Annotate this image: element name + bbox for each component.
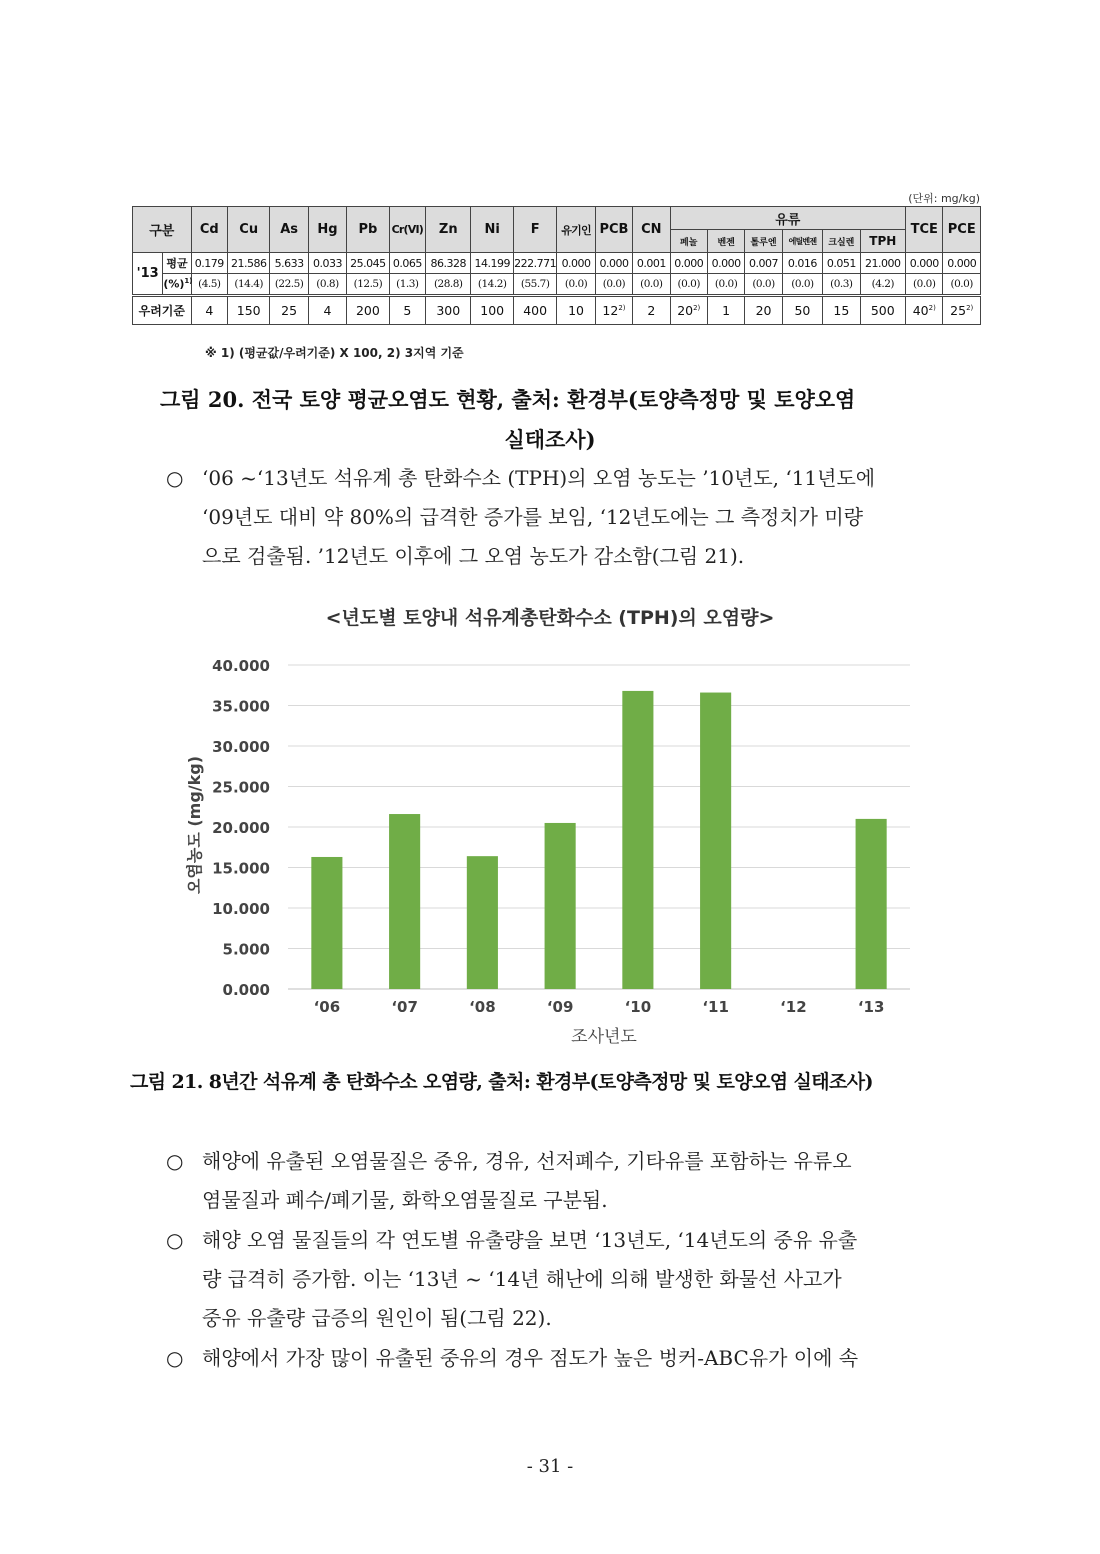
concern-label: 우려기준 (133, 296, 192, 325)
table-cell: (14.2) (471, 274, 513, 296)
table-cell: 0.033 (308, 253, 346, 274)
table-cell: 4 (308, 296, 346, 325)
text-line: 염물질과 폐수/폐기물, 화학오염물질로 구분됨. (202, 1188, 608, 1212)
y-tick-label: 10.000 (212, 900, 270, 918)
chart-y-ticks (212, 657, 270, 999)
bar-2 (467, 856, 498, 989)
col-header: 유기인 (557, 207, 595, 253)
table-cell: 10 (557, 296, 595, 325)
table-cell: (0.0) (557, 274, 595, 296)
table-row (133, 253, 981, 274)
table-cell: 25.045 (347, 253, 389, 274)
table-cell: 21.586 (227, 253, 269, 274)
y-tick-label: 15.000 (212, 859, 270, 878)
col-header: TCE (906, 207, 943, 253)
figure20-caption-line1: 그림 20. 전국 토양 평균오염도 현황, 출처: 환경부(토양측정망 및 토양오염 (160, 387, 856, 412)
y-tick-label: 40.000 (212, 657, 270, 675)
col-header: Zn (426, 207, 471, 253)
y-tick-label: 0.000 (222, 981, 270, 999)
table-cell: (28.8) (426, 274, 471, 296)
col-header: Cu (227, 207, 269, 253)
col-header: As (270, 207, 308, 253)
table-cell: (0.0) (595, 274, 632, 296)
y-tick-label: 5.000 (222, 940, 270, 959)
table-cell: (0.8) (308, 274, 346, 296)
x-tick-label: ‘11 (702, 998, 729, 1016)
chart-title: <년도별 토양내 석유계총탄화수소 (TPH)의 오염량> (325, 607, 775, 629)
table-row (133, 274, 981, 296)
bar-3 (545, 823, 576, 989)
table-cell: (4.2) (860, 274, 906, 296)
table-cell: 0.051 (823, 253, 860, 274)
tph-bar-chart (170, 640, 930, 1050)
table-cell: 21.000 (860, 253, 906, 274)
table-cell: (0.0) (943, 274, 981, 296)
table-cell: 25 (270, 296, 308, 325)
oil-col-header: 크실렌 (823, 230, 860, 253)
table-cell: 20 (745, 296, 782, 325)
table-cell: (0.0) (782, 274, 822, 296)
text-line: 량 급격히 증가함. 이는 ‘13년 ~ ‘14년 해난에 의해 발생한 화물선 사고가 (202, 1267, 842, 1291)
table-cell: 222.771 (513, 253, 556, 274)
table-cell: (1.3) (389, 274, 425, 296)
table-cell: 0.000 (943, 253, 981, 274)
table-cell: 25$^{2)}$ (943, 296, 981, 325)
oil-col-header: 톨루엔 (745, 230, 782, 253)
avg-label: 평균 (163, 253, 191, 274)
text-line: 해양에서 가장 많이 유출된 중유의 경우 점도가 높은 벙커-ABC유가 이에 속 (202, 1346, 859, 1370)
y-tick-label: 30.000 (212, 738, 270, 756)
table-cell: 0.000 (557, 253, 595, 274)
table-cell: 0.007 (745, 253, 782, 274)
col-header: Hg (308, 207, 346, 253)
table-cell: (0.0) (707, 274, 744, 296)
table-cell: (0.0) (745, 274, 782, 296)
col-header: Pb (347, 207, 389, 253)
x-tick-label: ‘08 (469, 998, 496, 1016)
table-cell: 5 (389, 296, 425, 325)
table-cell: 86.328 (426, 253, 471, 274)
table-cell: 15 (823, 296, 860, 325)
x-tick-label: ‘06 (313, 998, 341, 1016)
paragraph-tph (166, 459, 976, 579)
table-cell: 0.000 (906, 253, 943, 274)
table-cell: 40$^{2)}$ (906, 296, 943, 325)
x-tick-label: ‘07 (391, 998, 418, 1016)
figure21-caption: 그림 21. 8년간 석유계 총 탄화수소 오염량, 출처: 환경부(토양측정망 및 토양오염 실태조사) (130, 1071, 873, 1093)
page-number: - 31 - (526, 1456, 574, 1477)
text-line: 해양에 유출된 오염물질은 중유, 경유, 선저폐수, 기타유를 포함하는 유류오 (202, 1149, 852, 1173)
y-tick-label: 35.000 (212, 697, 270, 716)
table-cell: 5.633 (270, 253, 308, 274)
paragraph-oil-spill (166, 1221, 976, 1341)
oil-col-header: 벤젠 (707, 230, 744, 253)
col-header: Cd (191, 207, 227, 253)
oil-col-header: 에틸벤젠 (782, 230, 822, 253)
table-cell: 400 (513, 296, 556, 325)
table-cell: (14.4) (227, 274, 269, 296)
y-tick-label: 20.000 (212, 819, 270, 837)
bar-1 (389, 814, 420, 989)
table-cell: (12.5) (347, 274, 389, 296)
x-tick-label: ‘10 (624, 998, 652, 1016)
table-cell: 500 (860, 296, 906, 325)
col-header: F (513, 207, 556, 253)
col-header: Cr(VI) (389, 207, 425, 253)
table-cell: (0.0) (670, 274, 707, 296)
table-cell: (0.3) (823, 274, 860, 296)
soil-pollution-table (132, 206, 981, 325)
table-cell: 0.016 (782, 253, 822, 274)
bullet-icon: ○ (166, 1346, 184, 1370)
x-tick-label: ‘12 (780, 998, 807, 1016)
table-cell: (55.7) (513, 274, 556, 296)
text-line: 중유 유출량 급증의 원인이 됨(그림 22). (202, 1306, 552, 1330)
table-cell: (22.5) (270, 274, 308, 296)
y-tick-label: 25.000 (212, 778, 270, 797)
text-line: 으로 검출됨. ’12년도 이후에 그 오염 농도가 감소함(그림 21). (202, 544, 745, 568)
table-cell: 2 (633, 296, 670, 325)
bar-0 (311, 857, 342, 989)
table-cell: 0.000 (670, 253, 707, 274)
paragraph-marine-pollutants (166, 1142, 976, 1222)
text-line: ‘06 ~‘13년도 석유계 총 탄화수소 (TPH)의 오염 농도는 ’10년도, ‘11년도에 (202, 466, 876, 490)
table-cell: 0.179 (191, 253, 227, 274)
chart-gridlines (288, 665, 910, 989)
col-header: PCE (943, 207, 981, 253)
table-cell: 50 (782, 296, 822, 325)
year-cell: '13 (133, 253, 163, 296)
table-cell: 200 (347, 296, 389, 325)
paragraph-heavy-oil (166, 1339, 976, 1379)
table-cell: 14.199 (471, 253, 513, 274)
table-note: ※ 1) (평균값/우려기준) X 100, 2) 3지역 기준 (205, 346, 464, 360)
bar-7 (856, 819, 887, 989)
table-cell: 0.001 (633, 253, 670, 274)
oil-col-header: 페놀 (670, 230, 707, 253)
chart-x-ticks (314, 998, 885, 1016)
col-header: PCB (595, 207, 632, 253)
table-cell: (4.5) (191, 274, 227, 296)
table-cell: 0.000 (595, 253, 632, 274)
bullet-icon: ○ (166, 466, 184, 490)
table-cell: 20$^{2)}$ (670, 296, 707, 325)
table-cell: (0.0) (906, 274, 943, 296)
header-gubun: 구분 (133, 207, 192, 253)
table-cell: 300 (426, 296, 471, 325)
text-line: ‘09년도 대비 약 80%의 급격한 증가를 보임, ‘12년도에는 그 측정치가 미량 (202, 505, 863, 529)
table-row (133, 296, 981, 325)
unit-label: (단위: mg/kg) (908, 192, 980, 205)
table-cell: 0.065 (389, 253, 425, 274)
table-cell: 150 (227, 296, 269, 325)
text-line: 해양 오염 물질들의 각 연도별 유출량을 보면 ‘13년도, ‘14년도의 중유 유출 (202, 1228, 858, 1252)
table-cell: 0.000 (707, 253, 744, 274)
bar-4 (622, 691, 653, 989)
pct-label: (%)$^{1)}$ (163, 274, 191, 296)
x-tick-label: ‘13 (857, 998, 885, 1016)
table-cell: 12$^{2)}$ (595, 296, 632, 325)
bullet-icon: ○ (166, 1149, 184, 1173)
group-header-oil: 유류 (670, 207, 906, 230)
table-cell: (0.0) (633, 274, 670, 296)
figure20-caption-line2: 실태조사) (504, 427, 596, 452)
bullet-icon: ○ (166, 1228, 184, 1252)
chart-y-axis-label: 오염농도 (mg/kg) (185, 755, 204, 895)
chart-x-axis-label: 조사년도 (571, 1027, 637, 1047)
oil-col-header: TPH (860, 230, 906, 253)
col-header: Ni (471, 207, 513, 253)
chart-bars (311, 691, 886, 989)
table-cell: 4 (191, 296, 227, 325)
table-cell: 100 (471, 296, 513, 325)
bar-5 (700, 693, 731, 989)
table-cell: 1 (707, 296, 744, 325)
col-header: CN (633, 207, 670, 253)
x-tick-label: ‘09 (546, 998, 574, 1016)
